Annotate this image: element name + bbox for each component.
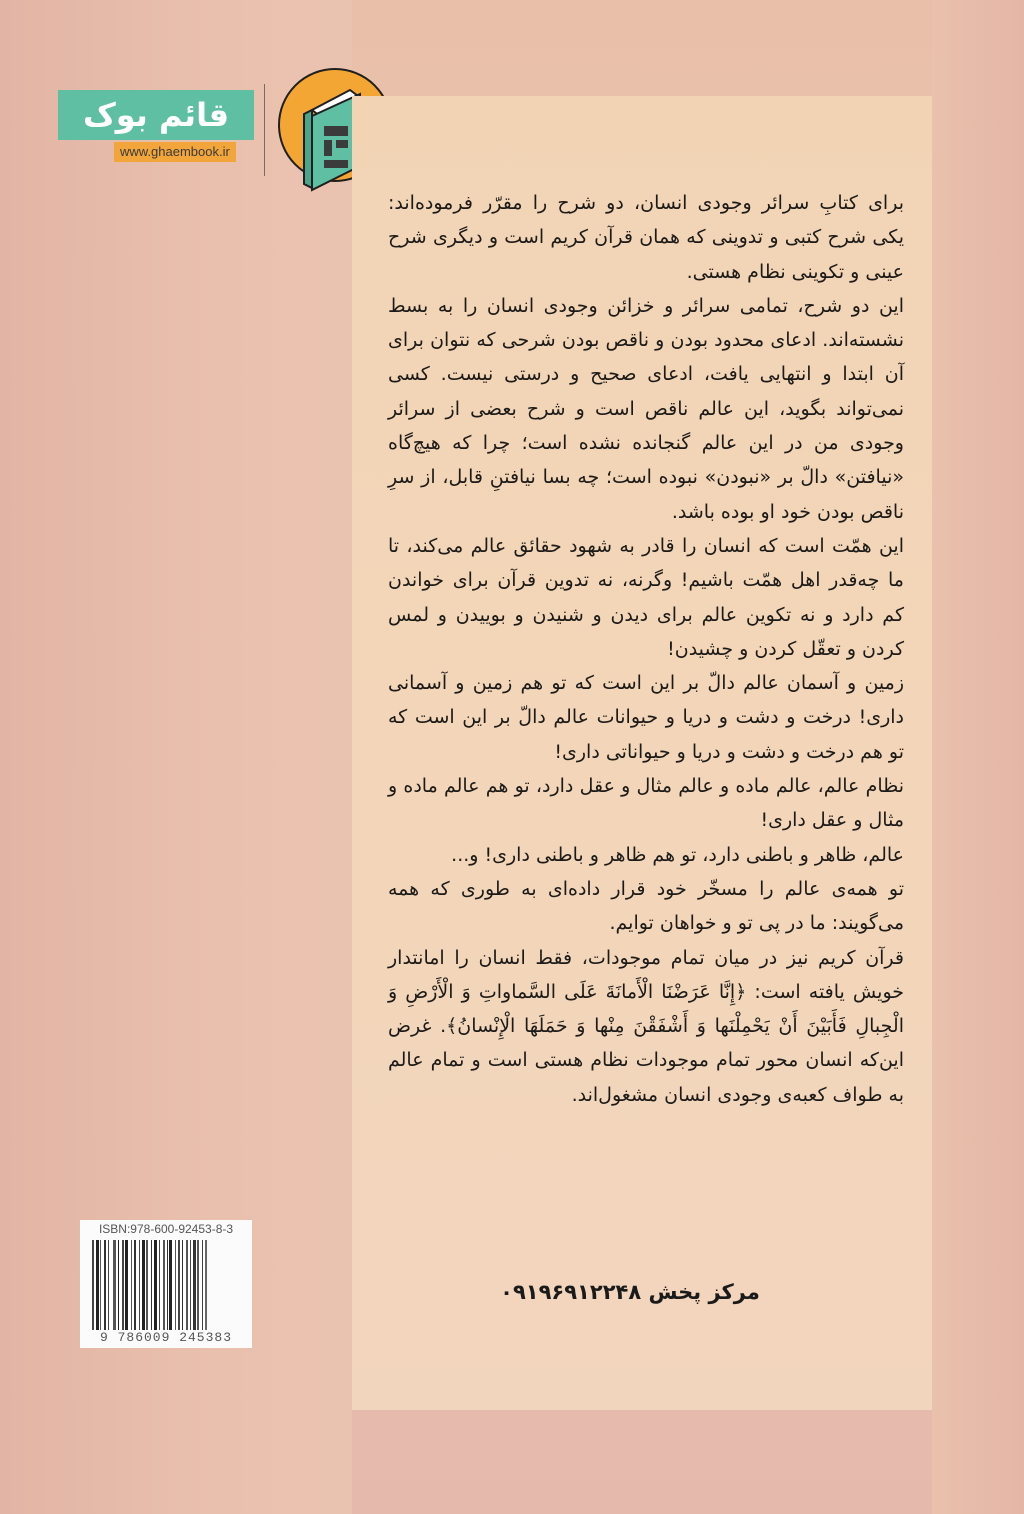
paragraph: زمین و آسمان عالم دالّ بر این است که تو هم زمین و آسمانی داری! درخت و دشت و دریا و حیوانات عالم دالّ بر این است که تو هم درخت و دشت و دریا و حیواناتی داری! [388, 672, 904, 763]
paragraph: نظام عالم، عالم ماده و عالم مثال و عقل دارد، تو هم عالم ماده و مثال و عقل داری! [388, 775, 904, 832]
isbn-barcode [80, 1220, 252, 1348]
paragraph: عالم، ظاهر و باطنی دارد، تو هم ظاهر و باطنی داری! و... [451, 843, 904, 866]
paragraph: این همّت است که انسان را قادر به شهود حقائق عالم می‌کند، تا ما چه‌قدر اهل همّت باشیم! وگرنه، نه تدوین قرآن برای خواندن کم دارد و نه تکوین عالم برای دیدن و شنیدن و بوییدن و لمس کردن و تعقّل کردن و چشیدن! [388, 534, 904, 660]
isbn-digits: 9 786009 245383 [99, 1330, 233, 1345]
brand-name: قائم بوک [82, 96, 230, 134]
logo-divider [264, 84, 265, 176]
paragraph: برای کتابِ سرائر وجودی انسان، دو شرح را مقرّر فرموده‌اند: یکی شرح کتبی و تدوینی که همان قرآن کریم است و دیگری شرح عینی و تکوینی نظام هستی. [388, 192, 904, 283]
isbn-label: ISBN:978-600-92453-8-3 [98, 1222, 234, 1236]
distribution-center-phone: مرکز پخش ۰۹۱۹۶۹۱۲۲۴۸ [500, 1280, 760, 1304]
cover-background-right [932, 0, 1024, 1514]
barcode-bars [92, 1240, 242, 1330]
paragraph: این دو شرح، تمامی سرائر و خزائن وجودی انسان را به بسط نشسته‌اند. ادعای محدود بودن و ناقص بودن شرحی که نتوان برای آن ابتدا و انتهایی یافت، ادعای صحیح و درستی نیست. کسی نمی‌تواند بگوید، این عالم ناقص است و شرح بعضی از سرائر وجودی من در این عالم گنجانده نشده است؛ چرا که هیچ‌گاه «نیافتن» دالّ بر «نبودن» نبوده است؛ چه بسا نیافتنِ قابل، از سرِ ناقص بودن خود او بوده باشد. [388, 294, 904, 523]
brand-name-badge [58, 90, 254, 140]
brand-url: www.ghaembook.ir [114, 142, 236, 162]
paragraph: قرآن کریم نیز در میان تمام موجودات، فقط انسان را امانتدار خویش یافته است: ﴿إِنَّا عَرَضْنَا الْأَمانَةَ عَلَى السَّماواتِ وَ الْأَرْضِ وَ الْجِبالِ فَأَبَيْنَ أَنْ يَحْمِلْنَها وَ أَشْفَقْنَ مِنْها وَ حَمَلَهَا الْإِنْسانُ﴾. غرض این‌که انسان محور تمام موجودات نظام هستی است و تمام عالم به طواف کعبه‌ی وجودی انسان مشغول‌اند. [388, 946, 904, 1106]
back-cover-text [388, 186, 904, 1112]
paragraph: تو همه‌ی عالم را مسخّر خود قرار داده‌ای به طوری که همه می‌گویند: ما در پی تو و خواهان توایم. [388, 877, 904, 935]
